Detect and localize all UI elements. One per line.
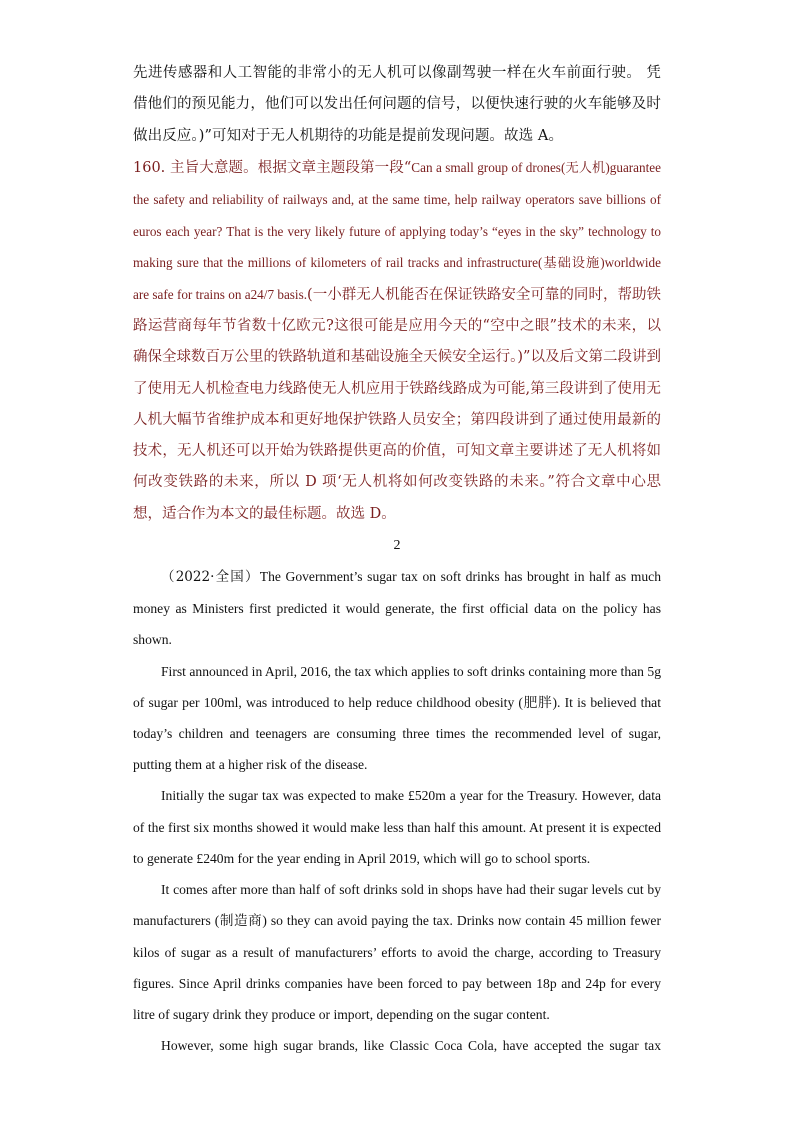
passage-paragraph-3: Initially the sugar tax was expected to make £520m a year for the Treasury. However, data of the first six months showed it would make less than half this amount. At present it is expected to generate £240m for the year ending in April 2019, which will go to school sports.	[133, 788, 661, 866]
passage-paragraph-2: First announced in April, 2016, the tax which applies to soft drinks containing more than 5g of sugar per 100ml, was introduced to help reduce childhood obesity (肥胖). It is believed that today’s children and teenagers are consuming three times the recommended level of sugar, putting them at a higher risk of the disease.	[133, 663, 661, 773]
page-number: 2	[393, 538, 401, 554]
passage-paragraph-1-text: The Government’s sugar tax on soft drinks has brought in half as much money as Ministers first predicted it would generate, the first official data on the policy has shown.	[133, 569, 662, 648]
question-160-lead: 160. 主旨大意题。根据文章主题段第一段“	[133, 159, 412, 176]
passage-paragraph-1	[133, 561, 661, 656]
passage-source: （2022·全国）	[161, 569, 260, 586]
question-160-explanation	[133, 152, 661, 530]
question-160-analysis: (一小群无人机能否在保证铁路安全可靠的同时，帮助铁路运营商每年节省数十亿欧元?这很可能是应用今天的“空中之眼”技术的未来，以确保全球数百万公里的铁路轨道和基础设施全天候安全运行。)”以及后文第二段讲到了使用无人机检查电力线路使无人机应用于铁路线路成为可能,第三段讲到了使用无人机大幅节省维护成本和更好地保护铁路人员安全；第四段讲到了通过使用最新的技术，无人机还可以开始为铁路提供更高的价值，可知文章主要讲述了无人机将如何改变铁路的未来，所以 D 项‘无人机将如何改变铁路的未来。”符合文章中心思想，适合作为本文的最佳标题。故选 D。	[133, 286, 661, 522]
previous-answer-explanation	[133, 58, 661, 152]
question-160-quote: Can a small group of drones(无人机)guarantee the safety and reliability of railways and, at the same time, help railway operators save billions of euros each year? That is the very likely future of applying today’s “eyes in the sky” technology to making sure that the millions of kilometers of rail tracks and infrastructure(基础设施)worldwide are safe for trains on a24/7 basis.	[133, 159, 662, 302]
passage-paragraph-5: However, some high sugar brands, like Classic Coca Cola, have accepted the sugar tax	[161, 1038, 661, 1054]
previous-answer-text: 先进传感器和人工智能的非常小的无人机可以像副驾驶一样在火车前面行驶。 凭借他们的预见能力，他们可以发出任何问题的信号，以便快速行驶的火车能够及时做出反应。)”可知对于无人机期待的功能是提前发现问题。故选 A。	[133, 65, 661, 144]
passage-paragraph-4: It comes after more than half of soft drinks sold in shops have had their sugar levels cut by manufacturers (制造商) so they can avoid paying the tax. Drinks now contain 45 million fewer kilos of sugar as a result of manufacturers’ efforts to avoid the charge, according to Treasury figures. Since April drinks companies have been forced to pay between 18p and 24p for every litre of sugary drink they produce or import, depending on the sugar content.	[133, 882, 661, 1022]
document-page	[133, 58, 661, 1061]
